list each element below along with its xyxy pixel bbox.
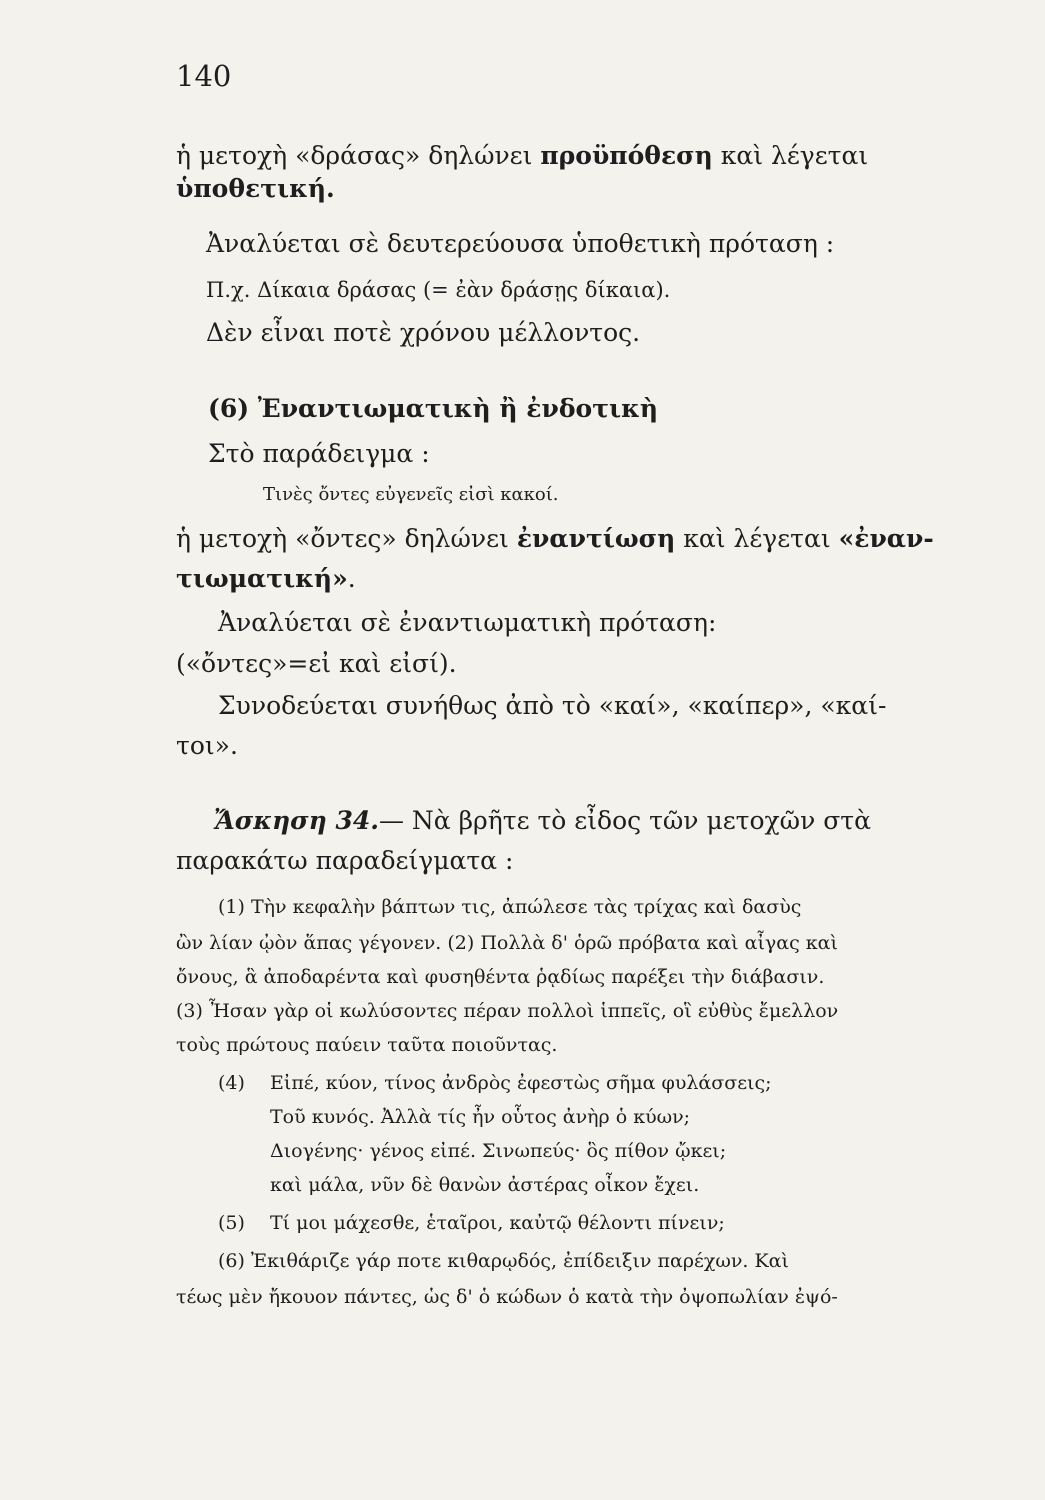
exercise-p1-line3: ὄνους, ἃ ἀποδαρέντα καὶ φυσηθέντα ῥᾳδίως παρέξει τὴν διάβασιν.: [176, 966, 825, 988]
exercise-p1-line1: (1) Τὴν κεφαλὴν βάπτων τις, ἀπώλεσε τὰς τρίχας καὶ δασὺς: [218, 896, 802, 918]
exercise-p1-line5: τοὺς πρώτους παύειν ταῦτα ποιοῦντας.: [176, 1034, 558, 1056]
section5-analysis: Ἀναλύεται σὲ δευτερεύουσα ὑποθετικὴ πρόταση :: [206, 229, 835, 258]
exercise-instruction-2: παρακάτω παραδείγματα :: [176, 846, 514, 875]
exercise-p4-verse1: Εἰπέ, κύον, τίνος ἀνδρὸς ἐφεστὼς σῆμα φυλάσσεις;: [270, 1072, 772, 1094]
section6-example: Τινὲς ὄντες εὐγενεῖς εἰσὶ κακοί.: [263, 484, 559, 505]
term-opposition: ἐναντίωση: [516, 524, 676, 553]
exercise-p4-label: (4): [218, 1072, 245, 1094]
exercise-p1-line2: ὢν λίαν ᾠὸν ἅπας γέγονεν. (2) Πολλὰ δ' ὁρῶ πρόβατα καὶ αἶγας καὶ: [176, 932, 838, 954]
section6-accompanied2: τοι».: [176, 731, 238, 760]
section5-line2: ὑποθετική.: [176, 174, 335, 203]
section6-line1: ἡ μετοχὴ «ὄντες» δηλώνει ἐναντίωση καὶ λέγεται «ἐναν-: [176, 524, 934, 553]
exercise-p4-verse3: Διογένης· γένος εἰπέ. Σινωπεύς· ὃς πίθον ᾤκει;: [270, 1140, 727, 1162]
exercise-p1-line4: (3) Ἦσαν γὰρ οἱ κωλύσοντες πέραν πολλοὶ ἱππεῖς, οἳ εὐθὺς ἔμελλον: [176, 1000, 839, 1022]
section5-line1: ἡ μετοχὴ «δράσας» δηλώνει προϋπόθεση καὶ λέγεται: [176, 141, 869, 170]
section6-intro: Στὸ παράδειγμα :: [208, 439, 430, 468]
exercise-p5-verse: Τί μοι μάχεσθε, ἑταῖροι, καὐτῷ θέλοντι πίνειν;: [270, 1212, 725, 1234]
exercise-p6-line2: τέως μὲν ἤκουον πάντες, ὡς δ' ὁ κώδων ὁ κατὰ τὴν ὀψοπωλίαν ἐψό-: [176, 1286, 838, 1308]
exercise-heading: Ἄσκηση 34.— Νὰ βρῆτε τὸ εἶδος τῶν μετοχῶν στὰ: [214, 806, 871, 835]
section5-note: Δὲν εἶναι ποτὲ χρόνου μέλλοντος.: [206, 318, 641, 347]
section6-line2: τιωματική».: [176, 564, 356, 593]
exercise-p4-verse2: Τοῦ κυνός. Ἀλλὰ τίς ἦν οὗτος ἀνὴρ ὁ κύων;: [270, 1106, 691, 1128]
section6-analysis2: («ὄντες»=εἰ καὶ εἰσί).: [176, 649, 457, 678]
term-hypothesis: προϋπόθεση: [540, 141, 713, 170]
exercise-title: Ἄσκηση 34.: [214, 806, 379, 835]
page-number: 140: [176, 59, 232, 93]
section6-analysis: Ἀναλύεται σὲ ἐναντιωματικὴ πρόταση:: [218, 608, 717, 637]
exercise-p5-label: (5): [218, 1212, 245, 1234]
section6-heading: (6) Ἐναντιωματικὴ ἢ ἐνδοτικὴ: [208, 394, 659, 423]
exercise-p4-verse4: καὶ μάλα, νῦν δὲ θανὼν ἀστέρας οἶκον ἔχει.: [270, 1174, 700, 1196]
exercise-p6-line1: (6) Ἐκιθάριζε γάρ ποτε κιθαρῳδός, ἐπίδειξιν παρέχων. Καὶ: [218, 1250, 789, 1272]
section6-accompanied1: Συνοδεύεται συνήθως ἀπὸ τὸ «καί», «καίπερ», «καί-: [218, 691, 887, 720]
section5-example: Π.χ. Δίκαια δράσας (= ἐὰν δράσῃς δίκαια).: [206, 278, 671, 302]
